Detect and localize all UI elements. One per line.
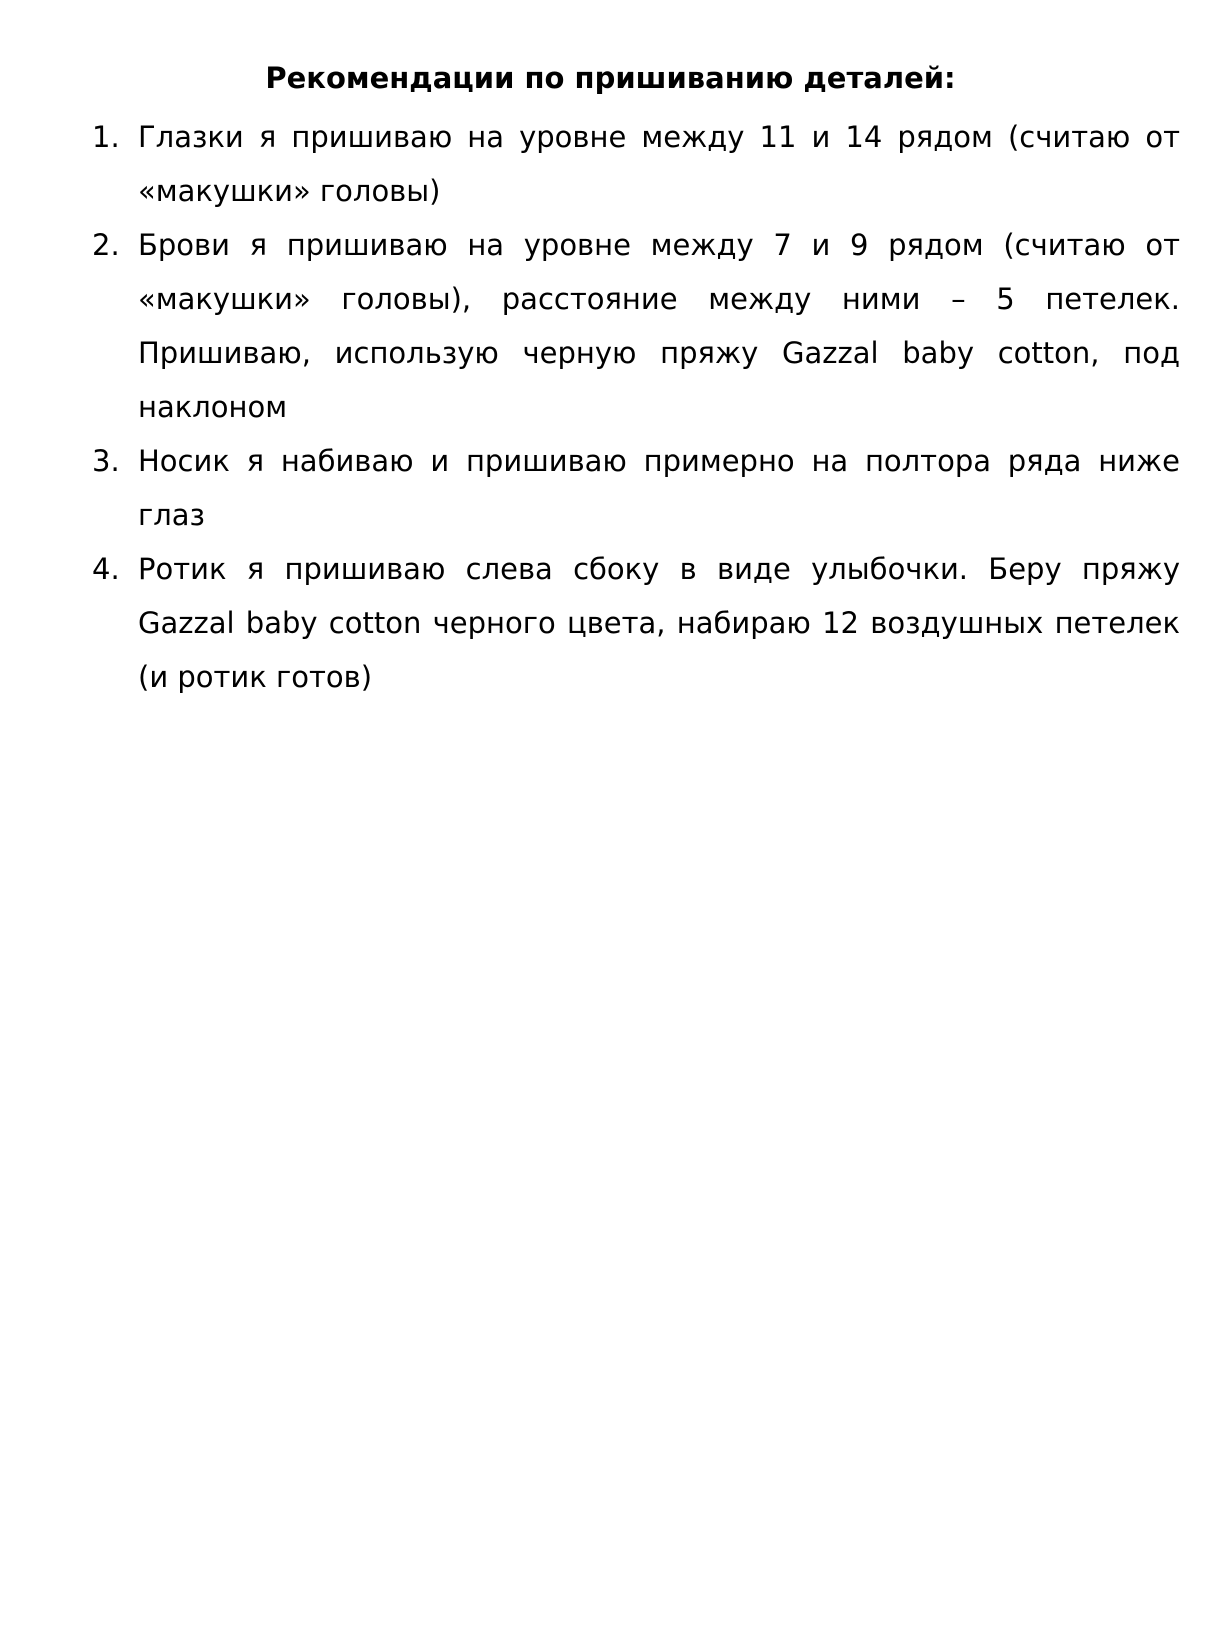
list-item	[92, 110, 1180, 218]
recommendations-list	[92, 110, 1180, 704]
list-item	[92, 218, 1180, 434]
list-item	[92, 542, 1180, 704]
list-item-text: Носик я набиваю и пришиваю примерно на полтора ряда ниже глаз	[138, 444, 1180, 532]
list-item-number: 4.	[92, 552, 120, 586]
document-title: Рекомендации по пришиванию деталей:	[265, 61, 956, 95]
list-item-text: Глазки я пришиваю на уровне между 11 и 14 рядом (считаю от «макушки» головы)	[138, 120, 1180, 208]
list-item	[92, 434, 1180, 542]
list-item-number: 2.	[92, 228, 120, 262]
list-item-text: Брови я пришиваю на уровне между 7 и 9 рядом (считаю от «макушки» головы), расстояние между ними – 5 петелек. Пришиваю, использую черную пряжу Gazzal baby cotton, под наклоном	[138, 228, 1180, 424]
list-item-text: Ротик я пришиваю слева сбоку в виде улыбочки. Беру пряжу Gazzal baby cotton черного цвета, набираю 12 воздушных петелек (и ротик готов)	[138, 552, 1180, 694]
list-item-number: 1.	[92, 120, 120, 154]
list-item-number: 3.	[92, 444, 120, 478]
